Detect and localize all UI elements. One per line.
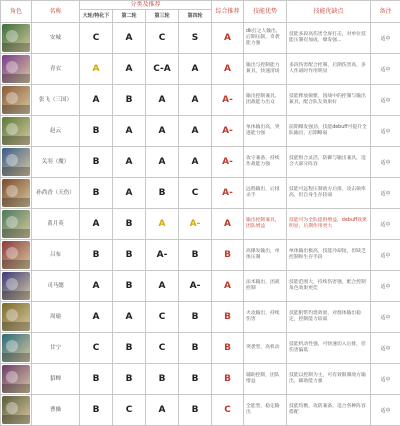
grade-cell: C (113, 395, 146, 426)
hero-name: 赵云 (32, 116, 80, 147)
grade-cell: A (113, 23, 146, 54)
grade-cell: B (113, 85, 146, 116)
avatar (2, 210, 30, 238)
grade-cell: A (113, 178, 146, 209)
skill-eval-cell: 辅助控制，团队增益 (244, 364, 287, 395)
grade-cell: B (179, 395, 212, 426)
grade-cell: A (146, 395, 179, 426)
grade-cell: B (179, 333, 212, 364)
grade-cell: B (80, 116, 113, 147)
skill-note-cell: 技能多段高伤害全屏打击，对单位技能压制有加成，爆发强... (287, 23, 371, 54)
remark-cell: 适中 (371, 85, 400, 116)
skill-eval-cell: 高爆发输出，单体压制 (244, 240, 287, 271)
skill-note-cell: 技能可为全队提供增益，debuff效果明显，后期作用更大 (287, 209, 371, 240)
hero-name: 黄月英 (32, 209, 80, 240)
rating-cell: A (212, 54, 244, 85)
grade-cell: A- (146, 240, 179, 271)
hero-name: 貂蝉 (32, 364, 80, 395)
rating-cell: A- (212, 178, 244, 209)
skill-note-cell: 技能以控制为主，可有效限制敌方输出，辅助能力强 (287, 364, 371, 395)
rating-cell: A- (212, 147, 244, 178)
avatar (2, 148, 30, 176)
avatar-cell (1, 302, 32, 333)
skill-note-cell: 技能范围大，持续伤害强，配合控制角色效果更佳 (287, 271, 371, 302)
grade-cell: C (146, 23, 179, 54)
grade-cell: A (179, 147, 212, 178)
grade-cell: C (179, 178, 212, 209)
remark-cell: 适中 (371, 178, 400, 209)
table-row (1, 333, 400, 364)
avatar-cell (1, 54, 32, 85)
grade-cell: A (146, 271, 179, 302)
remark-cell: 适中 (371, 302, 400, 333)
skill-note-cell: 技能附带灼烧效果，对群体输出稳定，控制能力较弱 (287, 302, 371, 333)
remark-cell: 适中 (371, 364, 400, 395)
grade-cell: B (146, 364, 179, 395)
skill-note-cell: 技能均衡，攻防兼备，适合各种阵容搭配 (287, 395, 371, 426)
grade-cell: B (179, 364, 212, 395)
skill-note-cell: 前期爆发强劲，技能debuff可提升全队输出，后期略弱 (287, 116, 371, 147)
table-row (1, 302, 400, 333)
avatar-cell (1, 271, 32, 302)
hero-name: 关羽（魔） (32, 147, 80, 178)
avatar-cell (1, 333, 32, 364)
rating-cell: C (212, 395, 244, 426)
grade-cell: B (80, 147, 113, 178)
avatar (2, 334, 30, 362)
table-row (1, 54, 400, 85)
subheader-1: 大轮/特化下 (80, 10, 113, 23)
avatar-cell (1, 364, 32, 395)
rating-cell: B (212, 302, 244, 333)
table-row (1, 85, 400, 116)
header-avatar: 角色 (1, 1, 32, 23)
grade-cell: B (80, 395, 113, 426)
grade-cell: B (113, 209, 146, 240)
grade-cell: A (179, 116, 212, 147)
grade-cell: B (113, 364, 146, 395)
table-row (1, 147, 400, 178)
remark-cell: 适中 (371, 54, 400, 85)
skill-eval-cell: 单体输出高，突进能力强 (244, 116, 287, 147)
grade-cell: B (179, 240, 212, 271)
grade-cell: A (80, 271, 113, 302)
skill-eval-cell: dk打之人输出，后期压制，奇袭能力强 (244, 23, 287, 54)
remark-cell: 适中 (371, 116, 400, 147)
skill-note-cell: 单体输出极高，技能冷却短，但缺乏控制和生存手段 (287, 240, 371, 271)
grade-cell: B (146, 178, 179, 209)
grade-cell: A (146, 147, 179, 178)
rating-cell: B (212, 364, 244, 395)
hero-name: 青衣 (32, 54, 80, 85)
header-remark: 备注 (371, 1, 400, 23)
avatar (2, 24, 30, 52)
avatar (2, 117, 30, 145)
table-row (1, 240, 400, 271)
avatar-cell (1, 147, 32, 178)
avatar (2, 55, 30, 83)
hero-name: 周瑜 (32, 302, 80, 333)
avatar (2, 303, 30, 331)
avatar-cell (1, 395, 32, 426)
avatar-cell (1, 85, 32, 116)
skill-note-cell: 技能机动性强，可快速切入后排，但伤害偏低 (287, 333, 371, 364)
header-skill-eval: 技能优势 (244, 1, 287, 23)
remark-cell: 适中 (371, 23, 400, 54)
avatar-cell (1, 23, 32, 54)
grade-cell: A (80, 85, 113, 116)
hero-name: 甘宁 (32, 333, 80, 364)
remark-cell: 适中 (371, 395, 400, 426)
grade-cell: A (179, 54, 212, 85)
table-row (1, 364, 400, 395)
skill-eval-cell: 输出控制兼具，团战能力出众 (244, 85, 287, 116)
header-name: 名称 (32, 1, 80, 23)
subheader-4: 第四轮 (179, 10, 212, 23)
header-skill-note: 技能优缺点 (287, 1, 371, 23)
remark-cell: 适中 (371, 147, 400, 178)
hero-name: 吕布 (32, 240, 80, 271)
header-group: 分类及推荐 (80, 1, 212, 10)
skill-note-cell: 多段伤害配合控制，后期伤害高，多人作战时作用明显 (287, 54, 371, 85)
avatar (2, 179, 30, 207)
hero-name: 曹操 (32, 395, 80, 426)
subheader-3: 第三轮 (146, 10, 179, 23)
remark-cell: 适中 (371, 271, 400, 302)
grade-cell: B (113, 271, 146, 302)
skill-eval-cell: 突袭型，高机动 (244, 333, 287, 364)
grade-cell: B (113, 240, 146, 271)
grade-cell: A (179, 85, 212, 116)
avatar (2, 396, 30, 424)
rating-cell: A (212, 209, 244, 240)
hero-name: 安城 (32, 23, 80, 54)
table-row (1, 395, 400, 426)
grade-cell: C (146, 302, 179, 333)
table-row (1, 178, 400, 209)
subheader-2: 第二轮 (113, 10, 146, 23)
grade-cell: B (80, 178, 113, 209)
skill-eval-cell: 远程输出，后排杀手 (244, 178, 287, 209)
grade-cell: A- (179, 209, 212, 240)
skill-eval-cell: 全能型，稳定输出 (244, 395, 287, 426)
skill-note-cell: 技能释放频繁，团战中的控制与输出兼具，配合队友效果好 (287, 85, 371, 116)
grade-cell: B (179, 302, 212, 333)
avatar (2, 86, 30, 114)
rating-cell: A- (212, 116, 244, 147)
hero-name: 孙尚香（天伤） (32, 178, 80, 209)
grade-cell: A (113, 147, 146, 178)
grade-cell: A (80, 302, 113, 333)
grade-cell: A (113, 302, 146, 333)
grade-cell: A (146, 116, 179, 147)
hero-name: 司马懿 (32, 271, 80, 302)
grade-cell: A (146, 209, 179, 240)
grade-cell: A (80, 209, 113, 240)
table-row (1, 23, 400, 54)
rating-cell: A- (212, 85, 244, 116)
skill-eval-cell: 输出与控制能力兼具，快速清场 (244, 54, 287, 85)
grade-cell: B (113, 333, 146, 364)
avatar-cell (1, 178, 32, 209)
rating-cell: A (212, 23, 244, 54)
table-row (1, 209, 400, 240)
avatar (2, 241, 30, 269)
skill-eval-cell: 输出控制兼具，团队增益 (244, 209, 287, 240)
grade-cell: A- (179, 271, 212, 302)
remark-cell: 适中 (371, 209, 400, 240)
table-body (1, 23, 400, 426)
rating-cell: B (212, 240, 244, 271)
grade-cell: C (146, 333, 179, 364)
grade-cell: A (113, 116, 146, 147)
skill-eval-cell: 攻守兼备，持续作战能力强 (244, 147, 287, 178)
table-row (1, 116, 400, 147)
grade-cell: C (80, 333, 113, 364)
grade-cell: S (179, 23, 212, 54)
skill-note-cell: 技能组合灵活，防御与输出兼具，适合大部分阵容 (287, 147, 371, 178)
avatar (2, 365, 30, 393)
grade-cell: C-A (146, 54, 179, 85)
rating-cell: B (212, 333, 244, 364)
avatar-cell (1, 116, 32, 147)
grade-cell: C (80, 23, 113, 54)
skill-eval-cell: 火攻输出，持续伤害 (244, 302, 287, 333)
grade-cell: A (113, 54, 146, 85)
grade-cell: A (80, 54, 113, 85)
remark-cell: 适中 (371, 333, 400, 364)
avatar-cell (1, 240, 32, 271)
avatar (2, 272, 30, 300)
grade-cell: A (146, 85, 179, 116)
skill-eval-cell: 法术输出，团战控制 (244, 271, 287, 302)
table-row (1, 271, 400, 302)
hero-name: 张飞（三国） (32, 85, 80, 116)
remark-cell: 适中 (371, 240, 400, 271)
rating-cell: A (212, 271, 244, 302)
grade-cell: B (80, 240, 113, 271)
header-rating: 综合推荐 (212, 1, 244, 23)
grade-cell: B (80, 364, 113, 395)
skill-note-cell: 技能可远程压制敌方后排，攻击频率高，但自身生存较弱 (287, 178, 371, 209)
avatar-cell (1, 209, 32, 240)
